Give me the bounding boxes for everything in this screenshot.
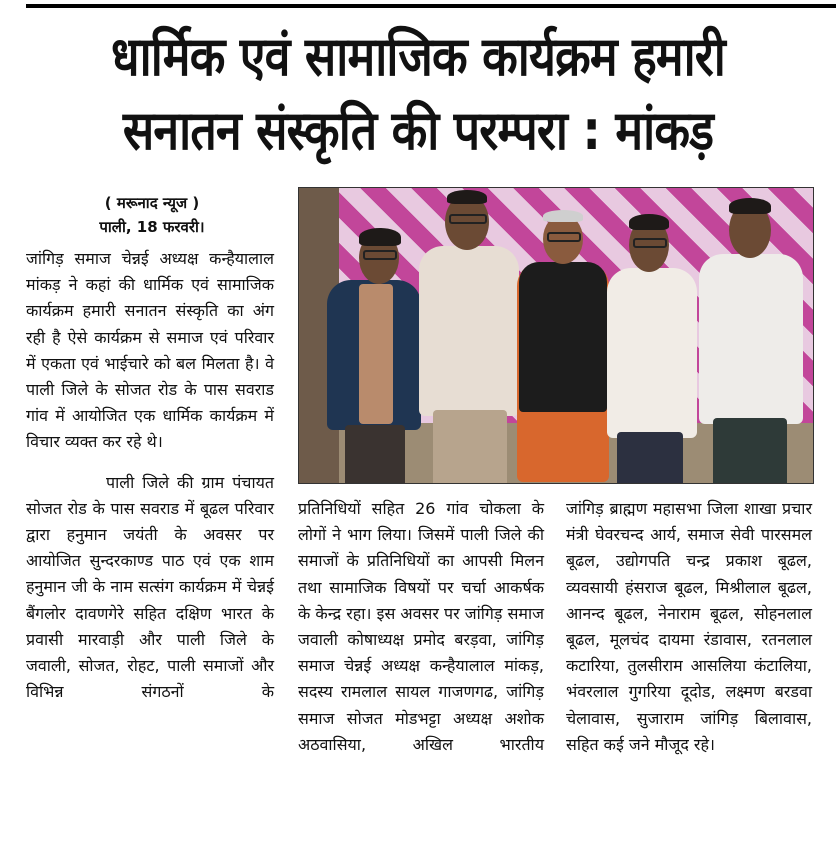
group-photo <box>298 187 814 484</box>
person-3 <box>511 210 615 484</box>
person-4 <box>601 212 701 484</box>
column-1-paragraph-1: जांगिड़ समाज चेन्नई अध्यक्ष कन्हैयालाल मांकड़ ने कहां की धार्मिक एवं सामाजिक कार्यक्रम हमारी सनातन संस्कृति का अंग रही है ऐसे कार्यक्रम से समाज एवं परिवार में एकता एवं भाईचारे को बल मिलता है। वे पाली जिले के सोजत रोड के पास सवराड गांव में आयोजित एक धार्मिक कार्यक्रम में विचार व्यक्त कर रहे थे। <box>26 249 274 452</box>
article-column-3 <box>566 496 812 758</box>
place-date: पाली, 18 फरवरी। <box>99 218 205 236</box>
top-rule <box>26 4 836 8</box>
headline-line-2: सनातन संस्कृति की परम्परा : मांकड़ <box>122 99 714 162</box>
column-2-paragraph-1: प्रतिनिधियों सहित 26 गांव चोकला के लोगों ने भाग लिया। जिसमें पाली जिले की समाजों के प्रतिनिधियों का आपसी मिलन तथा सामाजिक विषयों पर चर्चा आकर्षक के केन्द्र रहा। इस अवसर पर जांगिड़ समाज जवाली कोषाध्यक्ष प्रमोद बरड़वा, जांगिड़ समाज चेन्नई अध्यक्ष कन्हैयालाल मांकड़, सदस्य रामलाल सायल गाजणगढ, जांगिड़ समाज सोजत मोडभट्टा अध्यक्ष अशोक अठवासिया, अखिल भारतीय <box>298 499 544 754</box>
column-3-paragraph-1: जांगिड़ ब्राह्मण महासभा जिला शाखा प्रचार मंत्री घेवरचन्द आर्य, समाज सेवी पारसमल बूढल, उद्योगपति चन्द्र प्रकाश बूढल, व्यवसायी हंसराज बूढल, मिश्रीलाल बूढल, आनन्द बूढल, नेनाराम बूढल, सोहनलाल बूढल, मूलचंद दायमा रंडावास, रतनलाल कटारिया, तुलसीराम आसलिया कंटालिया, भंवरलाल गुगरिया दूदोड, लक्ष्मण बरडवा चेलावास, सुजाराम जांगिड़ बिलावास, सहित कई जने मौजूद रहे। <box>566 499 812 754</box>
person-1 <box>319 220 429 484</box>
person-2 <box>415 188 525 484</box>
column-1-paragraph-2: पाली जिले की ग्राम पंचायत सोजत रोड के पास सवराड में बूढल परिवार द्वारा हनुमान जयंती के अवसर पर आयोजित सुन्दरकाण्ड पाठ एवं एक शाम हनुमान जी के नाम सत्संग कार्यक्रम में चेन्नई बैंगलोर दावणगेरे सहित दक्षिण भारत के प्रवासी मारवाड़ी और पाली जिले के जवाली, सोजत, रोहट, पाली समाजों और विभिन्न संगठनों के <box>26 472 274 702</box>
article-column-1 <box>26 246 274 705</box>
article-column-2 <box>298 496 544 758</box>
news-source: ( मरूनाद न्यूज ) <box>104 194 200 212</box>
headline-line-1: धार्मिक एवं सामाजिक कार्यक्रम हमारी <box>111 25 725 88</box>
person-5 <box>695 194 807 484</box>
